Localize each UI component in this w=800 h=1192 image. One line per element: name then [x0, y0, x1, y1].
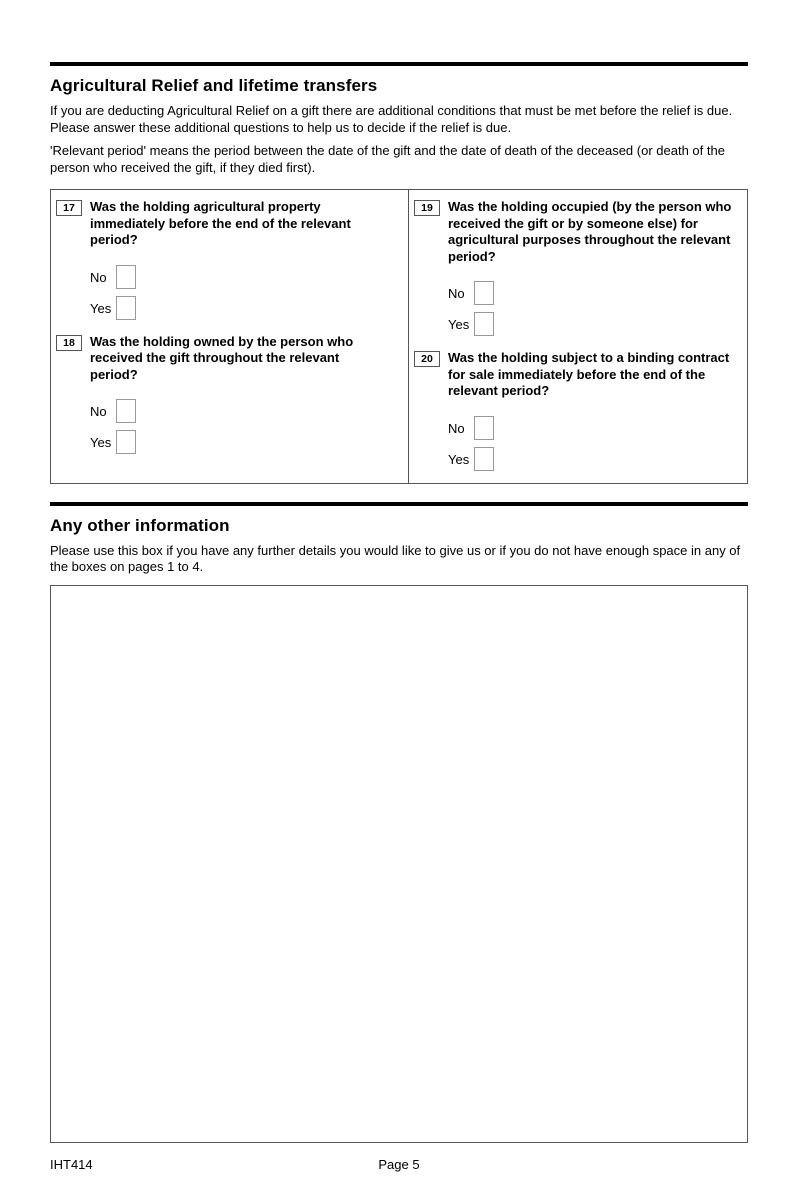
question-18-answers: [90, 383, 402, 454]
question-number-box: 18: [56, 335, 82, 351]
yes-label: Yes: [448, 451, 470, 467]
question-18: [56, 334, 402, 455]
form-page: [0, 62, 800, 1192]
question-18-no-checkbox[interactable]: [116, 399, 136, 423]
questions-panel: [50, 189, 748, 484]
answer-row-no: [448, 281, 741, 305]
yes-label: Yes: [90, 300, 112, 316]
answer-row-no: [448, 416, 741, 440]
question-text: Was the holding subject to a binding contract for sale immediately before the end of the relevant period?: [448, 350, 730, 398]
question-19: [414, 199, 741, 336]
section-title-any-other-information: Any other information: [50, 515, 230, 535]
question-19-header: [414, 199, 741, 265]
page-content: [0, 62, 800, 1175]
any-other-information-intro: Please use this box if you have any further details you would like to give us or if you do not have enough space in any of the boxes on pages 1 to 4.: [50, 542, 741, 574]
answer-row-yes: [90, 430, 402, 454]
question-number-box: 17: [56, 200, 82, 216]
question-18-yes-checkbox[interactable]: [116, 430, 136, 454]
no-label: No: [90, 269, 107, 285]
question-17-yes-checkbox[interactable]: [116, 296, 136, 320]
question-number-box: 20: [414, 351, 440, 367]
answer-row-yes: [448, 447, 741, 471]
question-17: [56, 199, 402, 320]
yes-label: Yes: [90, 435, 112, 450]
answer-row-yes: [90, 296, 402, 320]
question-20-header: [414, 350, 741, 400]
question-20-no-checkbox[interactable]: [474, 416, 494, 440]
no-label: No: [448, 286, 465, 301]
answer-row-no: [90, 265, 402, 289]
question-18-header: [56, 334, 402, 384]
question-text: Was the holding occupied (by the person who received the gift or by someone else) for agricultural purposes throughout the relevant period?: [448, 199, 732, 264]
question-number-box: 19: [414, 200, 440, 216]
question-19-no-checkbox[interactable]: [474, 281, 494, 305]
any-other-information-input-box[interactable]: [50, 585, 748, 1143]
question-text: Was the holding agricultural property immediately before the end of the relevant period?: [90, 199, 351, 247]
answer-row-no: [90, 399, 402, 423]
agricultural-relief-intro-1: If you are deducting Agricultural Relief on a gift there are additional conditions that must be met before the relief is due. Please answer these additional questions to help us to decide if the relief is due.: [50, 103, 733, 135]
question-17-no-checkbox[interactable]: [116, 265, 136, 289]
questions-column-left: [51, 190, 409, 483]
question-17-answers: [90, 249, 402, 320]
yes-label: Yes: [448, 317, 470, 332]
question-20: [414, 350, 741, 471]
question-20-answers: [448, 400, 741, 471]
section-title-agricultural-relief: Agricultural Relief and lifetime transfers: [50, 76, 378, 95]
questions-column-right: [409, 190, 747, 483]
section-divider-middle: [50, 502, 748, 506]
question-19-answers: [448, 265, 741, 336]
question-17-header: [56, 199, 402, 249]
question-20-yes-checkbox[interactable]: [474, 447, 494, 471]
page-footer: [50, 1157, 748, 1175]
relevant-period-definition: 'Relevant period' means the period between the date of the gift and the date of death of the deceased (or death of the person who received the gift, if they died first).: [50, 143, 725, 175]
no-label: No: [448, 420, 465, 436]
question-text: Was the holding owned by the person who received the gift throughout the relevant period?: [90, 333, 354, 382]
answer-row-yes: [448, 312, 741, 336]
page-number: Page 5: [378, 1156, 420, 1172]
question-19-yes-checkbox[interactable]: [474, 312, 494, 336]
section-divider-top: [50, 62, 748, 66]
form-id: IHT414: [50, 1156, 93, 1172]
no-label: No: [90, 404, 107, 419]
